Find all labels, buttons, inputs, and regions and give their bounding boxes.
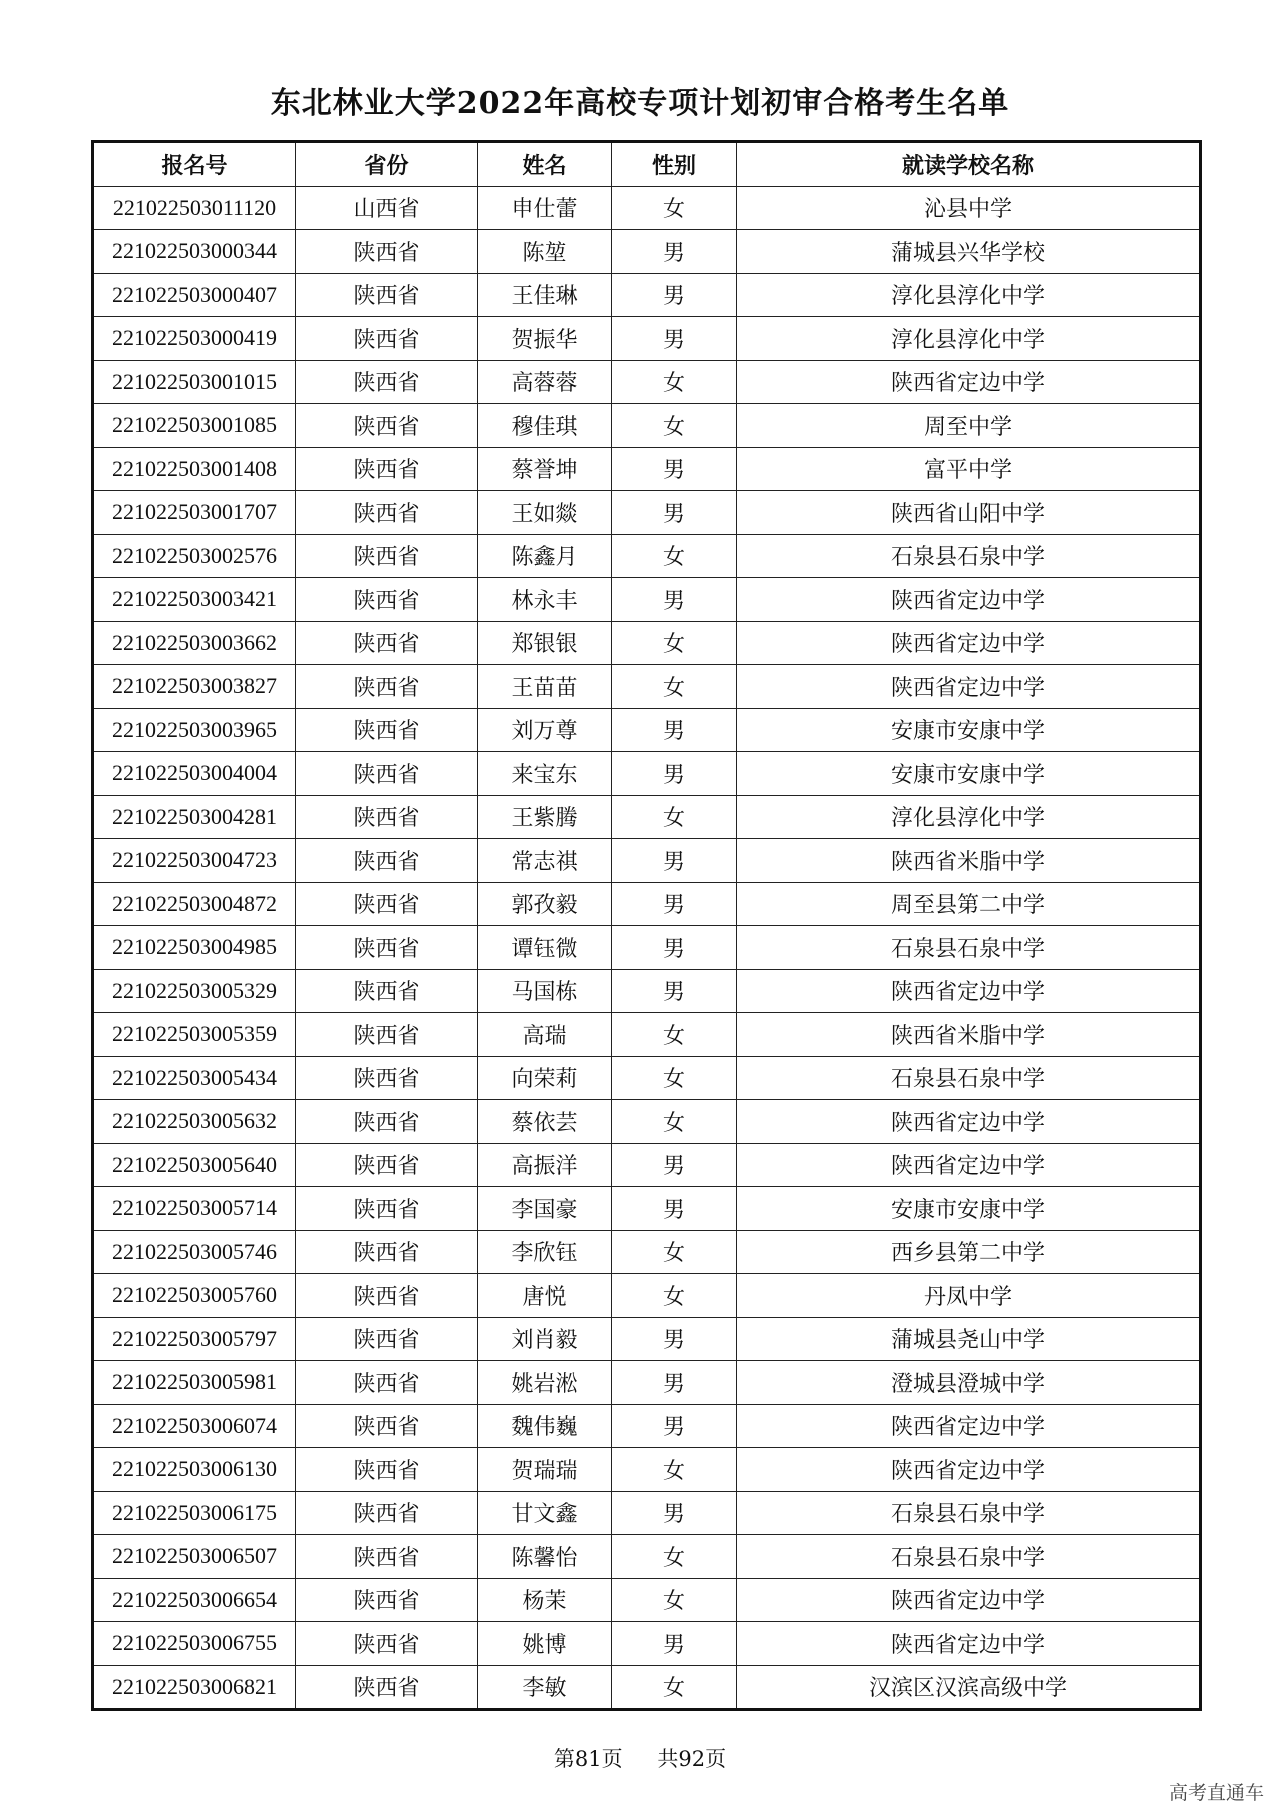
name-cell: 李欣钰 (478, 1230, 612, 1274)
page-footer (0, 1743, 1280, 1773)
registration-number-cell: 221022503001408 (93, 447, 296, 491)
school-cell: 安康市安康中学 (737, 1187, 1201, 1231)
gender-cell: 女 (612, 1056, 737, 1100)
table-row (93, 1665, 1201, 1710)
registration-number-cell: 221022503003965 (93, 708, 296, 752)
school-cell: 陕西省定边中学 (737, 1143, 1201, 1187)
gender-cell: 男 (612, 839, 737, 883)
table-row (93, 186, 1201, 230)
name-cell: 郑银银 (478, 621, 612, 665)
school-cell: 陕西省定边中学 (737, 969, 1201, 1013)
candidate-table (91, 140, 1202, 1711)
school-cell: 陕西省米脂中学 (737, 839, 1201, 883)
table-row (93, 1448, 1201, 1492)
registration-number-cell: 221022503005359 (93, 1013, 296, 1057)
column-header-registration-number: 报名号 (93, 142, 296, 187)
table-row (93, 360, 1201, 404)
gender-cell: 男 (612, 926, 737, 970)
province-cell: 陕西省 (296, 1100, 478, 1144)
gender-cell: 女 (612, 1013, 737, 1057)
gender-cell: 男 (612, 708, 737, 752)
school-cell: 陕西省山阳中学 (737, 491, 1201, 535)
page-total: 共92页 (657, 1747, 727, 1771)
province-cell: 陕西省 (296, 230, 478, 274)
table-body (93, 186, 1201, 1710)
table-row (93, 926, 1201, 970)
registration-number-cell: 221022503003827 (93, 665, 296, 709)
gender-cell: 男 (612, 882, 737, 926)
table-row (93, 752, 1201, 796)
province-cell: 陕西省 (296, 708, 478, 752)
registration-number-cell: 221022503005632 (93, 1100, 296, 1144)
gender-cell: 女 (612, 534, 737, 578)
province-cell: 山西省 (296, 186, 478, 230)
registration-number-cell: 221022503005760 (93, 1274, 296, 1318)
province-cell: 陕西省 (296, 665, 478, 709)
name-cell: 李敏 (478, 1665, 612, 1710)
table-row (93, 273, 1201, 317)
gender-cell: 女 (612, 1665, 737, 1710)
school-cell: 陕西省定边中学 (737, 1578, 1201, 1622)
province-cell: 陕西省 (296, 1361, 478, 1405)
registration-number-cell: 221022503004985 (93, 926, 296, 970)
school-cell: 陕西省定边中学 (737, 1100, 1201, 1144)
province-cell: 陕西省 (296, 360, 478, 404)
table-row (93, 665, 1201, 709)
name-cell: 向荣莉 (478, 1056, 612, 1100)
name-cell: 杨茉 (478, 1578, 612, 1622)
school-cell: 丹凤中学 (737, 1274, 1201, 1318)
school-cell: 石泉县石泉中学 (737, 1056, 1201, 1100)
school-cell: 陕西省定边中学 (737, 360, 1201, 404)
gender-cell: 女 (612, 404, 737, 448)
province-cell: 陕西省 (296, 447, 478, 491)
page-title: 东北林业大学2022年高校专项计划初审合格考生名单 (270, 86, 1010, 121)
name-cell: 刘万尊 (478, 708, 612, 752)
province-cell: 陕西省 (296, 1491, 478, 1535)
column-header-school: 就读学校名称 (737, 142, 1201, 187)
table-row (93, 1056, 1201, 1100)
column-header-province: 省份 (296, 142, 478, 187)
name-cell: 魏伟巍 (478, 1404, 612, 1448)
table-row (93, 1143, 1201, 1187)
registration-number-cell: 221022503004723 (93, 839, 296, 883)
name-cell: 王佳琳 (478, 273, 612, 317)
name-cell: 王苗苗 (478, 665, 612, 709)
gender-cell: 男 (612, 1317, 737, 1361)
registration-number-cell: 221022503005797 (93, 1317, 296, 1361)
registration-number-cell: 221022503006175 (93, 1491, 296, 1535)
school-cell: 石泉县石泉中学 (737, 1535, 1201, 1579)
gender-cell: 男 (612, 1622, 737, 1666)
registration-number-cell: 221022503006507 (93, 1535, 296, 1579)
table-row (93, 969, 1201, 1013)
name-cell: 申仕蕾 (478, 186, 612, 230)
table-row (93, 534, 1201, 578)
province-cell: 陕西省 (296, 795, 478, 839)
school-cell: 陕西省定边中学 (737, 621, 1201, 665)
table-row (93, 1100, 1201, 1144)
table-row (93, 621, 1201, 665)
table-row (93, 1578, 1201, 1622)
gender-cell: 男 (612, 273, 737, 317)
table-row (93, 1187, 1201, 1231)
registration-number-cell: 221022503004281 (93, 795, 296, 839)
registration-number-cell: 221022503005714 (93, 1187, 296, 1231)
table-row (93, 795, 1201, 839)
table-row (93, 1317, 1201, 1361)
school-cell: 蒲城县尧山中学 (737, 1317, 1201, 1361)
school-cell: 石泉县石泉中学 (737, 1491, 1201, 1535)
header-row (93, 142, 1201, 187)
province-cell: 陕西省 (296, 752, 478, 796)
table-row (93, 708, 1201, 752)
name-cell: 穆佳琪 (478, 404, 612, 448)
registration-number-cell: 221022503001707 (93, 491, 296, 535)
province-cell: 陕西省 (296, 1578, 478, 1622)
registration-number-cell: 221022503005981 (93, 1361, 296, 1405)
province-cell: 陕西省 (296, 621, 478, 665)
page-number: 第81页 (553, 1747, 623, 1771)
registration-number-cell: 221022503004872 (93, 882, 296, 926)
name-cell: 刘肖毅 (478, 1317, 612, 1361)
registration-number-cell: 221022503000419 (93, 317, 296, 361)
name-cell: 高瑞 (478, 1013, 612, 1057)
registration-number-cell: 221022503006654 (93, 1578, 296, 1622)
gender-cell: 女 (612, 621, 737, 665)
school-cell: 沁县中学 (737, 186, 1201, 230)
school-cell: 汉滨区汉滨高级中学 (737, 1665, 1201, 1710)
table-row (93, 1535, 1201, 1579)
gender-cell: 女 (612, 1230, 737, 1274)
gender-cell: 女 (612, 1100, 737, 1144)
table-row (93, 404, 1201, 448)
province-cell: 陕西省 (296, 1404, 478, 1448)
registration-number-cell: 221022503002576 (93, 534, 296, 578)
gender-cell: 男 (612, 1404, 737, 1448)
table-row (93, 1274, 1201, 1318)
name-cell: 蔡依芸 (478, 1100, 612, 1144)
school-cell: 陕西省定边中学 (737, 665, 1201, 709)
school-cell: 澄城县澄城中学 (737, 1361, 1201, 1405)
registration-number-cell: 221022503000344 (93, 230, 296, 274)
school-cell: 淳化县淳化中学 (737, 273, 1201, 317)
watermark-text: 高考直通车 (1168, 1782, 1264, 1804)
registration-number-cell: 221022503006755 (93, 1622, 296, 1666)
table-row (93, 447, 1201, 491)
school-cell: 蒲城县兴华学校 (737, 230, 1201, 274)
name-cell: 谭钰微 (478, 926, 612, 970)
registration-number-cell: 221022503003421 (93, 578, 296, 622)
registration-number-cell: 221022503006130 (93, 1448, 296, 1492)
name-cell: 王如燚 (478, 491, 612, 535)
table-row (93, 1404, 1201, 1448)
name-cell: 蔡誉坤 (478, 447, 612, 491)
province-cell: 陕西省 (296, 839, 478, 883)
name-cell: 贺振华 (478, 317, 612, 361)
table-header (93, 142, 1201, 187)
table-row (93, 578, 1201, 622)
gender-cell: 女 (612, 360, 737, 404)
name-cell: 姚博 (478, 1622, 612, 1666)
school-cell: 陕西省定边中学 (737, 1622, 1201, 1666)
column-header-gender: 性别 (612, 142, 737, 187)
province-cell: 陕西省 (296, 1274, 478, 1318)
name-cell: 马国栋 (478, 969, 612, 1013)
gender-cell: 男 (612, 1187, 737, 1231)
school-cell: 安康市安康中学 (737, 708, 1201, 752)
gender-cell: 女 (612, 1535, 737, 1579)
name-cell: 陈馨怡 (478, 1535, 612, 1579)
school-cell: 淳化县淳化中学 (737, 317, 1201, 361)
name-cell: 常志祺 (478, 839, 612, 883)
name-cell: 唐悦 (478, 1274, 612, 1318)
province-cell: 陕西省 (296, 273, 478, 317)
school-cell: 周至县第二中学 (737, 882, 1201, 926)
province-cell: 陕西省 (296, 1317, 478, 1361)
province-cell: 陕西省 (296, 1143, 478, 1187)
registration-number-cell: 221022503005746 (93, 1230, 296, 1274)
gender-cell: 女 (612, 186, 737, 230)
registration-number-cell: 221022503006074 (93, 1404, 296, 1448)
registration-number-cell: 221022503005434 (93, 1056, 296, 1100)
table-row (93, 1491, 1201, 1535)
gender-cell: 女 (612, 1448, 737, 1492)
name-cell: 甘文鑫 (478, 1491, 612, 1535)
registration-number-cell: 221022503006821 (93, 1665, 296, 1710)
school-cell: 陕西省定边中学 (737, 1448, 1201, 1492)
column-header-name: 姓名 (478, 142, 612, 187)
table-row (93, 882, 1201, 926)
province-cell: 陕西省 (296, 969, 478, 1013)
name-cell: 高振洋 (478, 1143, 612, 1187)
table-row (93, 1013, 1201, 1057)
table-row (93, 1230, 1201, 1274)
name-cell: 王紫腾 (478, 795, 612, 839)
name-cell: 李国豪 (478, 1187, 612, 1231)
gender-cell: 男 (612, 1361, 737, 1405)
school-cell: 陕西省米脂中学 (737, 1013, 1201, 1057)
table-row (93, 1622, 1201, 1666)
gender-cell: 男 (612, 1491, 737, 1535)
province-cell: 陕西省 (296, 404, 478, 448)
province-cell: 陕西省 (296, 1230, 478, 1274)
registration-number-cell: 221022503005640 (93, 1143, 296, 1187)
province-cell: 陕西省 (296, 534, 478, 578)
province-cell: 陕西省 (296, 317, 478, 361)
school-cell: 陕西省定边中学 (737, 578, 1201, 622)
registration-number-cell: 221022503011120 (93, 186, 296, 230)
gender-cell: 女 (612, 1274, 737, 1318)
province-cell: 陕西省 (296, 1187, 478, 1231)
school-cell: 周至中学 (737, 404, 1201, 448)
table-row (93, 491, 1201, 535)
school-cell: 陕西省定边中学 (737, 1404, 1201, 1448)
name-cell: 姚岩淞 (478, 1361, 612, 1405)
school-cell: 安康市安康中学 (737, 752, 1201, 796)
school-cell: 富平中学 (737, 447, 1201, 491)
province-cell: 陕西省 (296, 882, 478, 926)
province-cell: 陕西省 (296, 1535, 478, 1579)
table-row (93, 839, 1201, 883)
province-cell: 陕西省 (296, 1448, 478, 1492)
province-cell: 陕西省 (296, 578, 478, 622)
gender-cell: 男 (612, 230, 737, 274)
school-cell: 石泉县石泉中学 (737, 926, 1201, 970)
school-cell: 淳化县淳化中学 (737, 795, 1201, 839)
name-cell: 贺瑞瑞 (478, 1448, 612, 1492)
province-cell: 陕西省 (296, 1013, 478, 1057)
name-cell: 林永丰 (478, 578, 612, 622)
gender-cell: 男 (612, 1143, 737, 1187)
school-cell: 西乡县第二中学 (737, 1230, 1201, 1274)
gender-cell: 女 (612, 665, 737, 709)
registration-number-cell: 221022503003662 (93, 621, 296, 665)
province-cell: 陕西省 (296, 1056, 478, 1100)
gender-cell: 女 (612, 795, 737, 839)
gender-cell: 女 (612, 1578, 737, 1622)
name-cell: 陈鑫月 (478, 534, 612, 578)
name-cell: 郭孜毅 (478, 882, 612, 926)
name-cell: 来宝东 (478, 752, 612, 796)
registration-number-cell: 221022503005329 (93, 969, 296, 1013)
province-cell: 陕西省 (296, 1622, 478, 1666)
province-cell: 陕西省 (296, 926, 478, 970)
province-cell: 陕西省 (296, 491, 478, 535)
name-cell: 陈堃 (478, 230, 612, 274)
table-row (93, 230, 1201, 274)
table-row (93, 317, 1201, 361)
gender-cell: 男 (612, 752, 737, 796)
table-row (93, 1361, 1201, 1405)
registration-number-cell: 221022503001015 (93, 360, 296, 404)
name-cell: 高蓉蓉 (478, 360, 612, 404)
gender-cell: 男 (612, 447, 737, 491)
registration-number-cell: 221022503001085 (93, 404, 296, 448)
gender-cell: 男 (612, 317, 737, 361)
gender-cell: 男 (612, 491, 737, 535)
province-cell: 陕西省 (296, 1665, 478, 1710)
registration-number-cell: 221022503004004 (93, 752, 296, 796)
registration-number-cell: 221022503000407 (93, 273, 296, 317)
gender-cell: 男 (612, 578, 737, 622)
school-cell: 石泉县石泉中学 (737, 534, 1201, 578)
gender-cell: 男 (612, 969, 737, 1013)
